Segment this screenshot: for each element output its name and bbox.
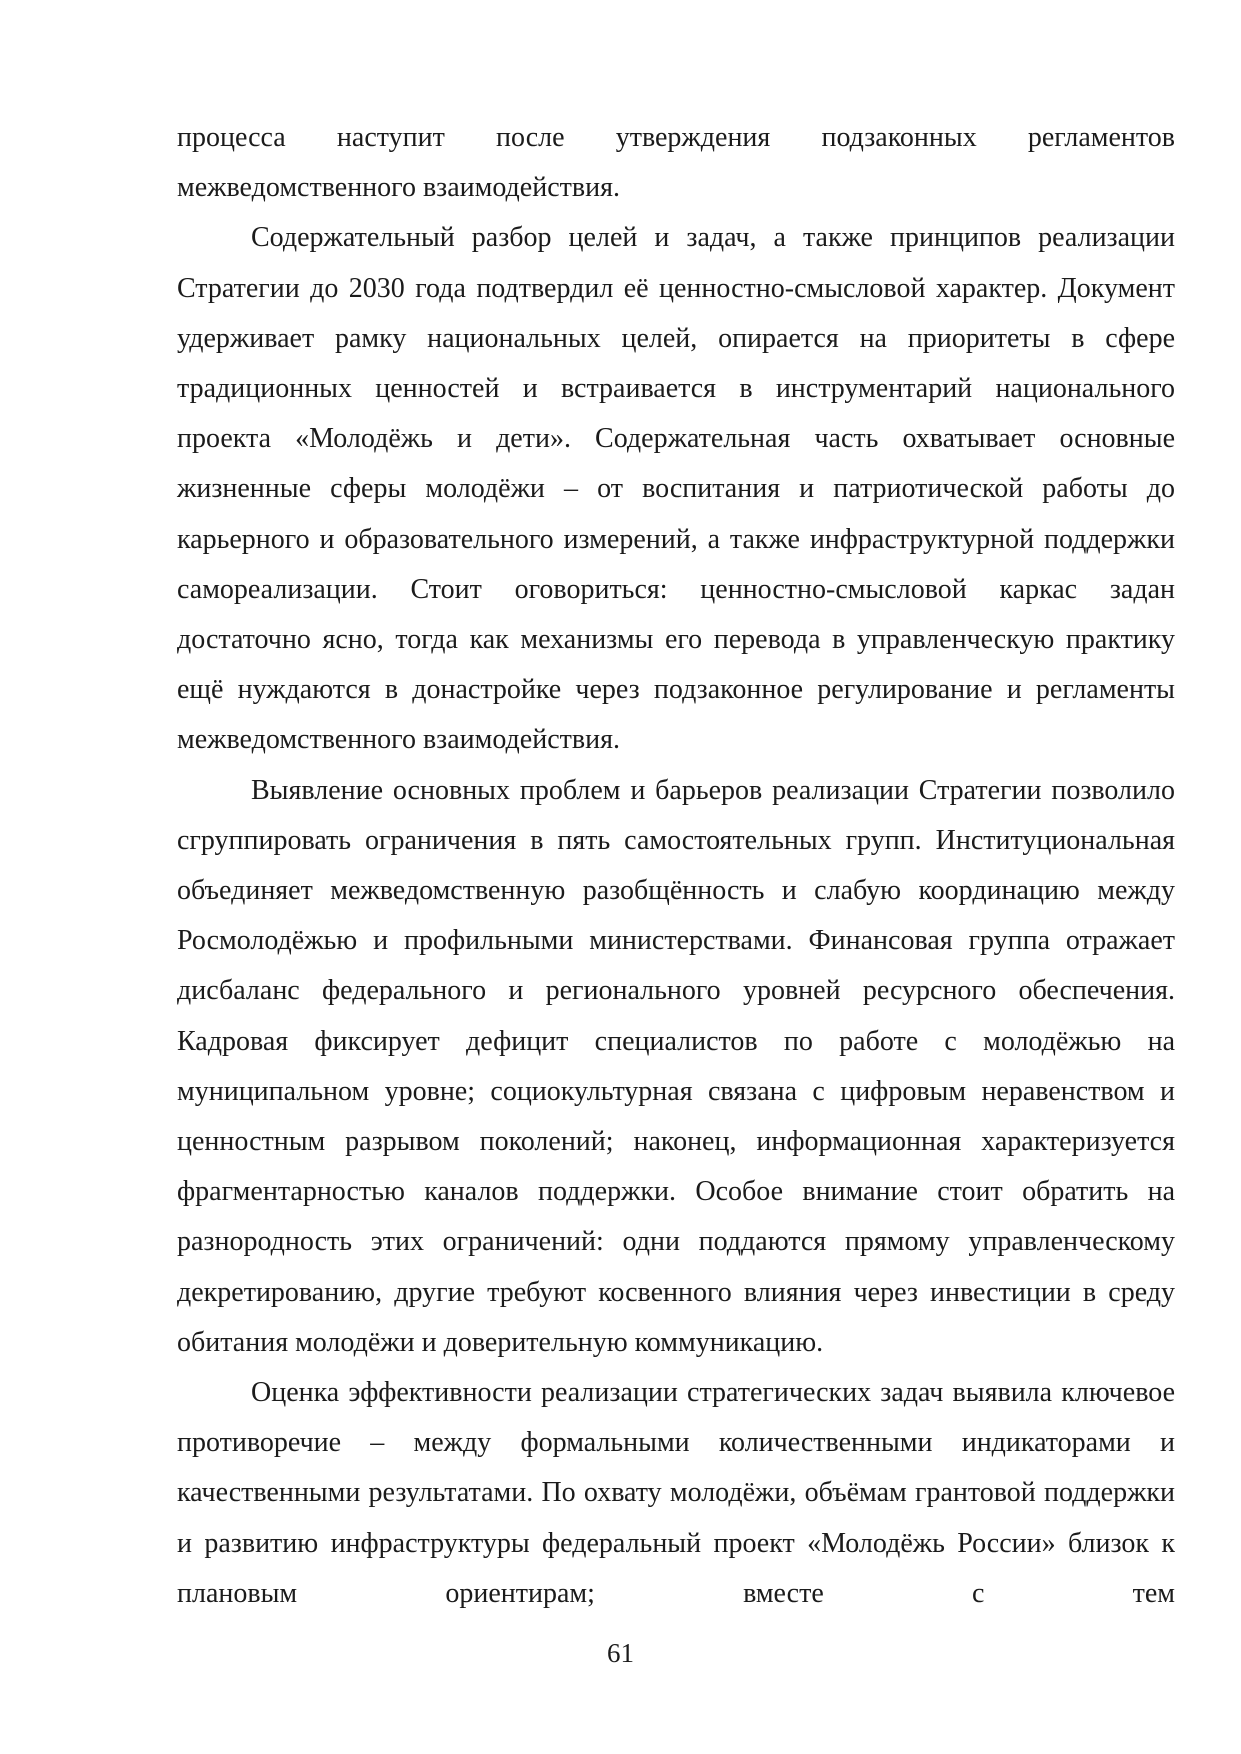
paragraph-continuation: процесса наступит после утверждения подзаконных регламентов межведомственного взаимодействия. <box>177 122 1175 204</box>
paragraph-strategy-content: Содержательный разбор целей и задач, а также принципов реализации Стратегии до 2030 года подтвердил её ценностно-смысловой характер. Документ удерживает рамку национальных целей, опирается на приоритеты в сфере традиционных ценностей и встраивается в инструментарий национального проекта «Молодёжь и дети». Содержательная часть охватывает основные жизненные сферы молодёжи – от воспитания и патриотической работы до карьерного и образовательного измерений, а также инфраструктурной поддержки самореализации. Стоит оговориться: ценностно-смысловой каркас задан достаточно ясно, тогда как механизмы его перевода в управленческую практику ещё нуждаются в донастройке через подзаконное регулирование и регламенты межведомственного взаимодействия. <box>177 222 1175 756</box>
paragraph-problems-barriers: Выявление основных проблем и барьеров реализации Стратегии позволило сгруппировать ограничения в пять самостоятельных групп. Институциональная объединяет межведомственную разобщённость и слабую координацию между Росмолодёжью и профильными министерствами. Финансовая группа отражает дисбаланс федерального и регионального уровней ресурсного обеспечения. Кадровая фиксирует дефицит специалистов по работе с молодёжью на муниципальном уровне; социокультурная связана с цифровым неравенством и ценностным разрывом поколений; наконец, информационная характеризуется фрагментарностью каналов поддержки. Особое внимание стоит обратить на разнородность этих ограничений: одни поддаются прямому управленческому декретированию, другие требуют косвенного влияния через инвестиции в среду обитания молодёжи и доверительную коммуникацию. <box>177 774 1175 1358</box>
page-body <box>177 113 1175 1619</box>
paragraph-efficiency-assessment: Оценка эффективности реализации стратегических задач выявила ключевое противоречие – между формальными количественными индикаторами и качественными результатами. По охвату молодёжи, объёмам грантовой поддержки и развитию инфраструктуры федеральный проект «Молодёжь России» близок к плановым ориентирам; вместе с тем <box>177 1377 1175 1609</box>
page-number: 61 <box>607 1638 634 1668</box>
